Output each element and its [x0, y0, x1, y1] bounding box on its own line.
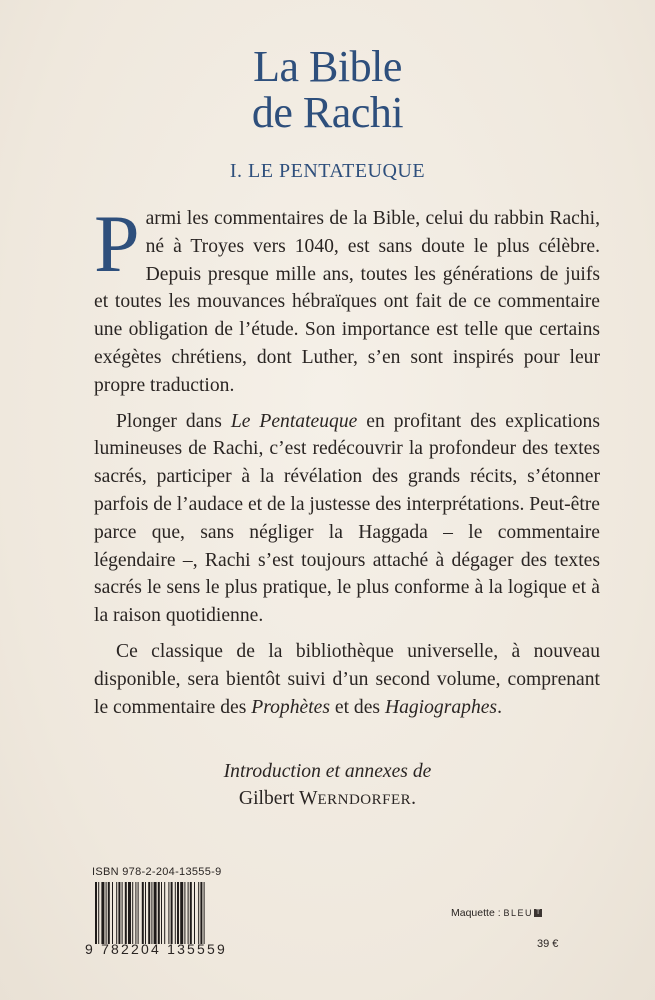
paragraph-2-text-b: en profitant des explications lumineuses de Rachi, c’est redécouvrir la profondeur des textes sacrés, participer à la révélation des grands récits, s’étonner parfois de l’audace et de la justesse des interprétations. Peut-être parce que, sans négliger la Haggada – le commentaire légendaire –, Rachi s’est toujours attaché à dégager des textes sacrés le sens le plus pratique, le plus conforme à la logique et à la raison quotidienne.: [94, 410, 600, 627]
maquette-credit: [451, 907, 542, 919]
volume-subtitle: I. LE PENTATEUQUE: [229, 160, 426, 182]
brand-mark-icon: T: [534, 909, 542, 917]
paragraph-3-text-a: Ce classique de la bibliothèque universelle, à nouveau disponible, sera bientôt suivi d’un second volume, comprenant le commentaire des: [94, 640, 600, 718]
hagiographes-title: Hagiographes: [384, 696, 498, 718]
author-first: Gilbert W: [238, 788, 318, 809]
title-line-1: La Bible: [253, 42, 402, 91]
credit-block: [0, 758, 655, 814]
blurb: [94, 198, 600, 729]
maquette-label: Maquette :: [451, 907, 504, 919]
author-last-smallcaps: ERNDORFER: [317, 792, 412, 808]
prophetes-title: Prophètes: [251, 696, 330, 718]
paragraph-1-text: armi les commentaires de la Bible, celui du rabbin Rachi, né à Troyes vers 1040, est sans doute le plus célèbre. Depuis presque mille ans, toutes les générations de juifs et toutes les mouvances hébraïques ont fait de ce commentaire une obligation de l’étude. Son importance est telle que certains exégètes chrétiens, dont Luther, s’en sont inspirés pour leur propre traduction.: [94, 208, 600, 396]
title-line-2: de Rachi: [251, 88, 404, 137]
paragraph-2: [94, 408, 600, 630]
paragraph-3-text-c: .: [497, 696, 502, 718]
barcode-icon: [95, 882, 239, 944]
book-title: [0, 44, 655, 136]
drop-cap: P: [94, 198, 140, 289]
barcode-digits: 9 782204 135559: [85, 941, 227, 957]
pentateuque-title: Le Pentateuque: [230, 410, 358, 432]
paragraph-3-text-b: et des: [329, 696, 385, 718]
paragraph-2-text-a: Plonger dans: [116, 410, 231, 432]
paragraph-1: [94, 198, 600, 400]
paragraph-3: [94, 638, 600, 721]
isbn-text: ISBN 978-2-204-13555-9: [92, 866, 222, 878]
price: 39 €: [537, 938, 559, 950]
author-name: [0, 785, 655, 814]
maquette-brand: BLEU: [503, 908, 534, 918]
credit-intro: Introduction et annexes de: [223, 761, 432, 782]
author-suffix: .: [411, 788, 417, 809]
